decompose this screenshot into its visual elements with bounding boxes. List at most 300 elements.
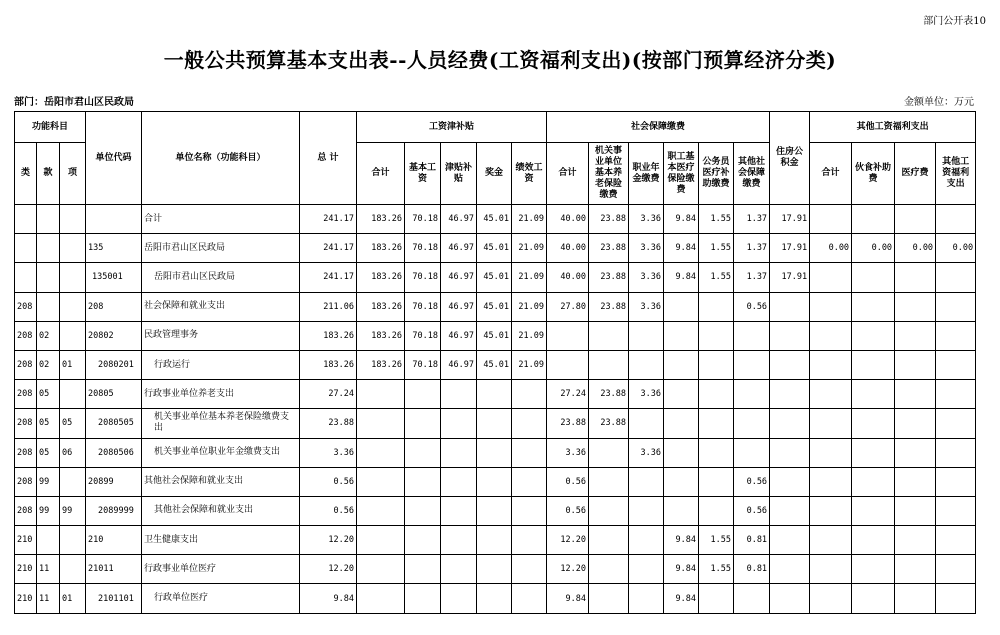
cell-civil-medical: 1.55 — [699, 234, 734, 263]
cell-meal — [852, 350, 895, 379]
cell-basic-wage — [405, 438, 441, 467]
cell-wage-total — [357, 438, 405, 467]
cell-xiang: 01 — [60, 350, 86, 379]
cell-housing — [770, 380, 810, 409]
cell-other-social: 0.56 — [734, 292, 770, 321]
cell-performance — [512, 380, 547, 409]
cell-basic-wage — [405, 380, 441, 409]
cell-annuity — [629, 350, 664, 379]
cell-social-total: 12.20 — [547, 555, 589, 584]
cell-wage-total — [357, 584, 405, 613]
cell-housing — [770, 526, 810, 555]
cell-housing — [770, 350, 810, 379]
cell-unit-code: 20899 — [86, 467, 142, 496]
cell-unit-name: 岳阳市君山区民政局 — [142, 263, 300, 292]
header-other-social: 其他社会保障缴费 — [734, 143, 770, 205]
cell-unit-code: 135 — [86, 234, 142, 263]
cell-meal — [852, 526, 895, 555]
cell-performance: 21.09 — [512, 205, 547, 234]
cell-social-total: 3.36 — [547, 438, 589, 467]
cell-basic-wage — [405, 409, 441, 438]
cell-wage-total: 183.26 — [357, 321, 405, 350]
cell-annuity: 3.36 — [629, 234, 664, 263]
cell-housing — [770, 438, 810, 467]
cell-total: 9.84 — [300, 584, 357, 613]
cell-medical — [664, 380, 699, 409]
cell-housing — [770, 292, 810, 321]
cell-other-social — [734, 584, 770, 613]
cell-basic-wage: 70.18 — [405, 321, 441, 350]
cell-other-total — [810, 467, 852, 496]
header-civil-medical: 公务员医疗补助缴费 — [699, 143, 734, 205]
cell-pension — [589, 438, 629, 467]
cell-lei: 210 — [15, 555, 37, 584]
cell-total: 12.20 — [300, 555, 357, 584]
cell-social-total: 27.80 — [547, 292, 589, 321]
cell-social-total — [547, 350, 589, 379]
cell-unit-code: 2080505 — [86, 409, 142, 438]
cell-unit-name: 其他社会保障和就业支出 — [142, 496, 300, 525]
cell-civil-medical — [699, 438, 734, 467]
cell-annuity — [629, 584, 664, 613]
cell-xiang: 99 — [60, 496, 86, 525]
cell-other-wage: 0.00 — [936, 234, 976, 263]
cell-civil-medical: 1.55 — [699, 205, 734, 234]
cell-other-total — [810, 409, 852, 438]
cell-medical-fee: 0.00 — [895, 234, 936, 263]
cell-xiang — [60, 292, 86, 321]
cell-other-wage — [936, 555, 976, 584]
cell-performance: 21.09 — [512, 263, 547, 292]
cell-unit-name: 岳阳市君山区民政局 — [142, 234, 300, 263]
cell-xiang — [60, 526, 86, 555]
cell-medical: 9.84 — [664, 234, 699, 263]
cell-other-wage — [936, 350, 976, 379]
table-number-label: 部门公开表10 — [923, 16, 986, 27]
cell-annuity — [629, 526, 664, 555]
cell-civil-medical: 1.55 — [699, 555, 734, 584]
cell-medical: 9.84 — [664, 263, 699, 292]
cell-other-total — [810, 584, 852, 613]
table-header — [15, 112, 976, 205]
cell-wage-total: 183.26 — [357, 205, 405, 234]
cell-bonus: 45.01 — [477, 350, 512, 379]
cell-xiang — [60, 234, 86, 263]
cell-performance — [512, 438, 547, 467]
cell-basic-wage — [405, 467, 441, 496]
cell-medical-fee — [895, 321, 936, 350]
cell-other-total — [810, 555, 852, 584]
cell-basic-wage: 70.18 — [405, 205, 441, 234]
cell-social-total: 0.56 — [547, 467, 589, 496]
cell-total: 183.26 — [300, 321, 357, 350]
cell-other-wage — [936, 292, 976, 321]
cell-medical-fee — [895, 263, 936, 292]
cell-medical-fee — [895, 205, 936, 234]
cell-housing: 17.91 — [770, 234, 810, 263]
cell-kuan: 05 — [37, 409, 60, 438]
cell-other-total — [810, 263, 852, 292]
cell-other-total — [810, 350, 852, 379]
cell-other-social — [734, 321, 770, 350]
cell-bonus: 45.01 — [477, 321, 512, 350]
cell-unit-code: 2080506 — [86, 438, 142, 467]
table-row — [15, 350, 976, 379]
table-row — [15, 584, 976, 613]
cell-annuity — [629, 409, 664, 438]
cell-total: 3.36 — [300, 438, 357, 467]
cell-performance: 21.09 — [512, 292, 547, 321]
page-title: 一般公共预算基本支出表--人员经费(工资福利支出)(按部门预算经济分类) — [163, 48, 837, 72]
header-func-subject: 功能科目 — [15, 112, 86, 143]
header-unit-name: 单位名称（功能科目） — [142, 112, 300, 205]
cell-social-total: 27.24 — [547, 380, 589, 409]
cell-lei: 208 — [15, 409, 37, 438]
cell-medical-fee — [895, 555, 936, 584]
cell-housing — [770, 555, 810, 584]
cell-unit-name: 卫生健康支出 — [142, 526, 300, 555]
cell-lei: 208 — [15, 496, 37, 525]
cell-basic-wage — [405, 496, 441, 525]
cell-unit-code: 2080201 — [86, 350, 142, 379]
header-meal: 伙食补助费 — [852, 143, 895, 205]
cell-lei — [15, 205, 37, 234]
cell-performance — [512, 467, 547, 496]
cell-basic-wage — [405, 584, 441, 613]
cell-pension: 23.88 — [589, 380, 629, 409]
cell-xiang — [60, 467, 86, 496]
cell-housing — [770, 467, 810, 496]
cell-social-total: 9.84 — [547, 584, 589, 613]
header-annuity: 职业年金缴费 — [629, 143, 664, 205]
cell-wage-total — [357, 409, 405, 438]
cell-other-total — [810, 292, 852, 321]
cell-pension — [589, 584, 629, 613]
cell-civil-medical — [699, 380, 734, 409]
header-social-group: 社会保障缴费 — [547, 112, 770, 143]
table-row — [15, 205, 976, 234]
table-row — [15, 438, 976, 467]
cell-kuan: 99 — [37, 467, 60, 496]
cell-unit-name: 行政单位医疗 — [142, 584, 300, 613]
cell-performance — [512, 409, 547, 438]
cell-performance — [512, 584, 547, 613]
cell-meal — [852, 321, 895, 350]
cell-total: 0.56 — [300, 467, 357, 496]
cell-other-social: 1.37 — [734, 263, 770, 292]
cell-other-wage — [936, 205, 976, 234]
cell-social-total: 0.56 — [547, 496, 589, 525]
cell-other-wage — [936, 584, 976, 613]
cell-wage-total — [357, 496, 405, 525]
cell-social-total: 23.88 — [547, 409, 589, 438]
cell-medical — [664, 438, 699, 467]
cell-medical: 9.84 — [664, 205, 699, 234]
cell-housing: 17.91 — [770, 205, 810, 234]
cell-kuan — [37, 526, 60, 555]
cell-meal — [852, 292, 895, 321]
cell-basic-wage — [405, 526, 441, 555]
cell-pension — [589, 555, 629, 584]
cell-wage-total: 183.26 — [357, 234, 405, 263]
amount-unit-label: 金额单位：万元 — [904, 97, 974, 108]
cell-other-total — [810, 438, 852, 467]
cell-bonus: 45.01 — [477, 263, 512, 292]
cell-lei: 208 — [15, 438, 37, 467]
cell-meal: 0.00 — [852, 234, 895, 263]
cell-total: 241.17 — [300, 205, 357, 234]
cell-lei: 208 — [15, 380, 37, 409]
header-basic-wage: 基本工资 — [405, 143, 441, 205]
cell-performance: 21.09 — [512, 234, 547, 263]
cell-allowance: 46.97 — [441, 292, 477, 321]
cell-basic-wage: 70.18 — [405, 350, 441, 379]
cell-medical-fee — [895, 438, 936, 467]
cell-total: 241.17 — [300, 263, 357, 292]
cell-basic-wage: 70.18 — [405, 234, 441, 263]
header-social-total: 合计 — [547, 143, 589, 205]
cell-medical — [664, 321, 699, 350]
cell-medical-fee — [895, 526, 936, 555]
cell-pension: 23.88 — [589, 263, 629, 292]
cell-annuity — [629, 467, 664, 496]
cell-medical — [664, 496, 699, 525]
cell-medical-fee — [895, 292, 936, 321]
cell-bonus — [477, 380, 512, 409]
cell-meal — [852, 205, 895, 234]
cell-medical — [664, 467, 699, 496]
table-row — [15, 496, 976, 525]
cell-wage-total: 183.26 — [357, 292, 405, 321]
cell-pension — [589, 321, 629, 350]
cell-xiang: 05 — [60, 409, 86, 438]
cell-other-social: 0.81 — [734, 555, 770, 584]
cell-other-wage — [936, 380, 976, 409]
table-row — [15, 555, 976, 584]
cell-civil-medical — [699, 496, 734, 525]
cell-unit-code: 210 — [86, 526, 142, 555]
cell-civil-medical — [699, 409, 734, 438]
cell-total: 27.24 — [300, 380, 357, 409]
cell-medical-fee — [895, 350, 936, 379]
cell-civil-medical — [699, 321, 734, 350]
cell-unit-name: 民政管理事务 — [142, 321, 300, 350]
cell-unit-name: 行政事业单位养老支出 — [142, 380, 300, 409]
budget-table — [14, 111, 976, 614]
cell-medical-fee — [895, 409, 936, 438]
cell-other-social — [734, 350, 770, 379]
cell-housing — [770, 321, 810, 350]
cell-total: 183.26 — [300, 350, 357, 379]
cell-meal — [852, 467, 895, 496]
cell-xiang — [60, 205, 86, 234]
cell-annuity: 3.36 — [629, 263, 664, 292]
cell-meal — [852, 438, 895, 467]
cell-unit-name: 机关事业单位基本养老保险缴费支出 — [142, 409, 300, 438]
cell-pension — [589, 496, 629, 525]
cell-total: 211.06 — [300, 292, 357, 321]
cell-civil-medical — [699, 292, 734, 321]
cell-medical — [664, 292, 699, 321]
cell-unit-code: 135001 — [86, 263, 142, 292]
cell-wage-total: 183.26 — [357, 350, 405, 379]
header-unit-code: 单位代码 — [86, 112, 142, 205]
cell-allowance — [441, 496, 477, 525]
cell-wage-total — [357, 467, 405, 496]
header-medical: 职工基本医疗保险缴费 — [664, 143, 699, 205]
cell-performance — [512, 555, 547, 584]
cell-other-social — [734, 438, 770, 467]
header-xiang: 项 — [60, 143, 86, 205]
cell-unit-code: 2101101 — [86, 584, 142, 613]
cell-social-total: 12.20 — [547, 526, 589, 555]
cell-unit-name: 其他社会保障和就业支出 — [142, 467, 300, 496]
cell-civil-medical — [699, 467, 734, 496]
cell-bonus: 45.01 — [477, 234, 512, 263]
cell-kuan — [37, 205, 60, 234]
cell-other-wage — [936, 496, 976, 525]
cell-allowance — [441, 380, 477, 409]
cell-medical — [664, 350, 699, 379]
cell-meal — [852, 555, 895, 584]
cell-performance: 21.09 — [512, 350, 547, 379]
cell-unit-code: 20802 — [86, 321, 142, 350]
cell-other-social — [734, 380, 770, 409]
cell-civil-medical: 1.55 — [699, 263, 734, 292]
cell-kuan — [37, 234, 60, 263]
table-row — [15, 409, 976, 438]
cell-annuity — [629, 555, 664, 584]
cell-pension — [589, 350, 629, 379]
cell-other-social: 1.37 — [734, 234, 770, 263]
cell-pension — [589, 467, 629, 496]
cell-allowance — [441, 526, 477, 555]
cell-performance — [512, 526, 547, 555]
cell-bonus — [477, 555, 512, 584]
cell-allowance — [441, 555, 477, 584]
cell-basic-wage — [405, 555, 441, 584]
cell-housing: 17.91 — [770, 263, 810, 292]
cell-social-total: 40.00 — [547, 234, 589, 263]
cell-unit-name: 行政运行 — [142, 350, 300, 379]
cell-other-wage — [936, 438, 976, 467]
cell-total: 0.56 — [300, 496, 357, 525]
cell-kuan — [37, 263, 60, 292]
cell-meal — [852, 496, 895, 525]
cell-unit-code: 2089999 — [86, 496, 142, 525]
cell-medical: 9.84 — [664, 526, 699, 555]
cell-lei: 208 — [15, 350, 37, 379]
cell-annuity: 3.36 — [629, 205, 664, 234]
cell-unit-code: 21011 — [86, 555, 142, 584]
cell-other-wage — [936, 409, 976, 438]
cell-bonus — [477, 467, 512, 496]
cell-total: 12.20 — [300, 526, 357, 555]
cell-bonus — [477, 438, 512, 467]
cell-performance: 21.09 — [512, 321, 547, 350]
cell-other-total: 0.00 — [810, 234, 852, 263]
cell-wage-total — [357, 380, 405, 409]
cell-kuan: 02 — [37, 321, 60, 350]
cell-total: 23.88 — [300, 409, 357, 438]
table-body — [15, 205, 976, 614]
table-row — [15, 526, 976, 555]
cell-other-social: 1.37 — [734, 205, 770, 234]
cell-allowance: 46.97 — [441, 234, 477, 263]
cell-bonus: 45.01 — [477, 292, 512, 321]
cell-unit-name: 社会保障和就业支出 — [142, 292, 300, 321]
header-medical-fee: 医疗费 — [895, 143, 936, 205]
table-row — [15, 234, 976, 263]
cell-social-total: 40.00 — [547, 263, 589, 292]
cell-bonus — [477, 526, 512, 555]
cell-annuity: 3.36 — [629, 380, 664, 409]
cell-wage-total — [357, 526, 405, 555]
cell-kuan: 99 — [37, 496, 60, 525]
cell-medical-fee — [895, 496, 936, 525]
cell-pension — [589, 526, 629, 555]
cell-allowance: 46.97 — [441, 263, 477, 292]
cell-pension: 23.88 — [589, 292, 629, 321]
cell-medical: 9.84 — [664, 555, 699, 584]
cell-other-social: 0.81 — [734, 526, 770, 555]
cell-lei: 208 — [15, 292, 37, 321]
table-row — [15, 467, 976, 496]
header-wage-group: 工资津补贴 — [357, 112, 547, 143]
cell-bonus — [477, 496, 512, 525]
header-wage-total: 合计 — [357, 143, 405, 205]
cell-kuan: 11 — [37, 555, 60, 584]
cell-pension: 23.88 — [589, 205, 629, 234]
cell-other-total — [810, 380, 852, 409]
cell-other-wage — [936, 467, 976, 496]
cell-unit-code: 20805 — [86, 380, 142, 409]
cell-xiang — [60, 380, 86, 409]
cell-unit-code — [86, 205, 142, 234]
cell-xiang — [60, 263, 86, 292]
cell-other-wage — [936, 263, 976, 292]
cell-kuan: 11 — [37, 584, 60, 613]
cell-wage-total: 183.26 — [357, 263, 405, 292]
cell-meal — [852, 584, 895, 613]
cell-allowance — [441, 438, 477, 467]
cell-lei — [15, 263, 37, 292]
cell-other-social: 0.56 — [734, 467, 770, 496]
table-row — [15, 380, 976, 409]
cell-xiang: 06 — [60, 438, 86, 467]
cell-basic-wage: 70.18 — [405, 263, 441, 292]
cell-lei: 208 — [15, 321, 37, 350]
cell-pension: 23.88 — [589, 409, 629, 438]
cell-civil-medical: 1.55 — [699, 526, 734, 555]
cell-lei: 210 — [15, 584, 37, 613]
cell-allowance: 46.97 — [441, 321, 477, 350]
cell-bonus: 45.01 — [477, 205, 512, 234]
cell-social-total: 40.00 — [547, 205, 589, 234]
cell-unit-name: 机关事业单位职业年金缴费支出 — [142, 438, 300, 467]
cell-annuity: 3.36 — [629, 292, 664, 321]
cell-allowance — [441, 584, 477, 613]
cell-medical: 9.84 — [664, 584, 699, 613]
cell-annuity — [629, 321, 664, 350]
header-total: 总 计 — [300, 112, 357, 205]
cell-meal — [852, 380, 895, 409]
cell-civil-medical — [699, 350, 734, 379]
cell-housing — [770, 409, 810, 438]
cell-xiang — [60, 555, 86, 584]
cell-xiang — [60, 321, 86, 350]
cell-allowance — [441, 409, 477, 438]
